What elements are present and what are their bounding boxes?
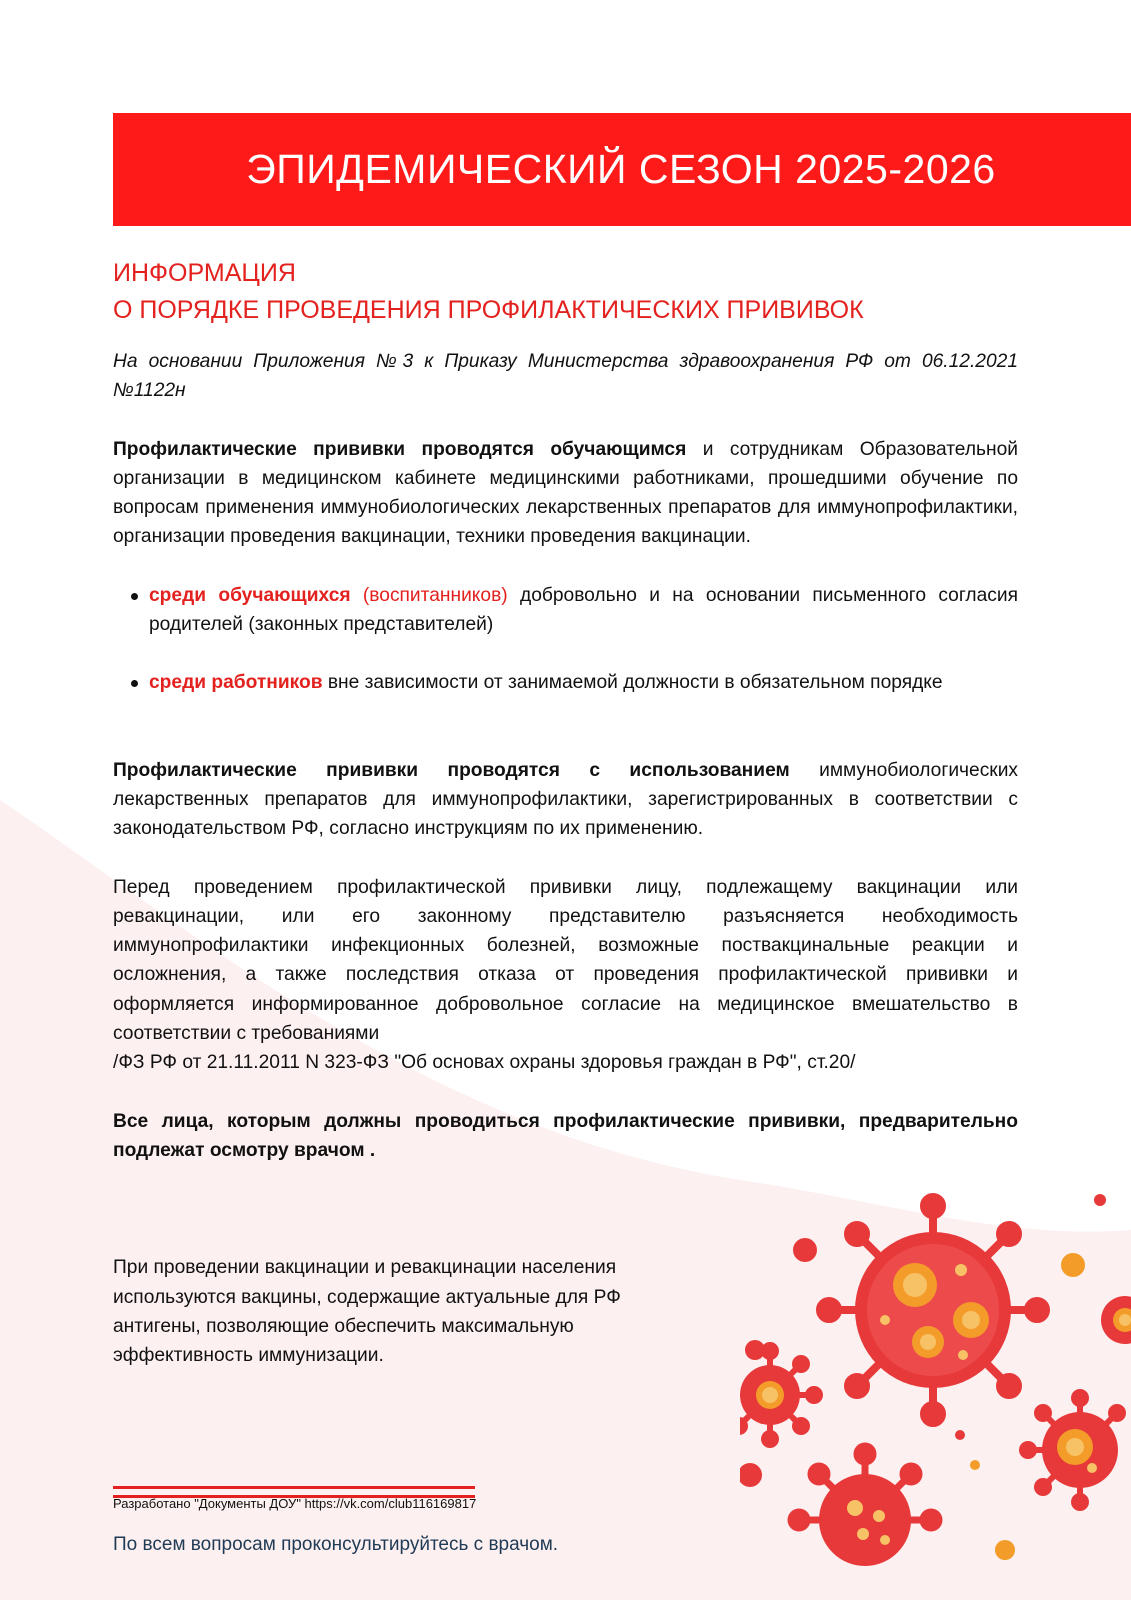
- paragraph2-text: иммунобиологических лекарственных препаратов для иммунопрофилактики, зарегистрированных в соответствии с законодательством РФ, согласно инструкциям по их применению.: [113, 759, 1019, 840]
- virus-illustration-icon: [740, 1190, 1131, 1600]
- paragraph-consent: [113, 873, 1018, 1049]
- dot-decoration: [745, 1340, 765, 1360]
- paragraph-vaccines-used: [113, 756, 1018, 844]
- dot-decoration: [1094, 1194, 1106, 1206]
- heading-line-2: О ПОРЯДКЕ ПРОВЕДЕНИЯ ПРОФИЛАКТИЧЕСКИХ ПРИВИВОК: [113, 296, 864, 324]
- virus-small-right-icon: [1022, 1392, 1123, 1508]
- consult-note: По всем вопросам проконсультируйтесь с врачом.: [113, 1534, 559, 1555]
- dot-decoration: [1061, 1253, 1085, 1277]
- bullet2-text: вне зависимости от занимаемой должности в обязательном порядке: [322, 672, 943, 694]
- bullet-list: [113, 581, 1018, 698]
- divider-line: [113, 1486, 475, 1489]
- paragraph-antigens: При проведении вакцинации и ревакцинации населения используются вакцины, содержащие актуальные для РФ антигены, позволяющие обеспечить максимальную эффективность иммунизации.: [113, 1257, 621, 1367]
- paragraph-who-vaccinated: [113, 435, 1018, 552]
- bullet1-highlight: среди обучающихся: [149, 584, 351, 606]
- bullet1-text: добровольно и на основании письменного согласия родителей (законных представителей): [149, 584, 1018, 636]
- dot-decoration: [793, 1238, 817, 1262]
- virus-large-icon: [820, 1197, 1046, 1423]
- dot-decoration: [955, 1430, 965, 1440]
- header-banner: [113, 113, 1131, 226]
- paragraph-doctor-exam: Все лица, которым должны проводиться профилактические прививки, предварительно подлежат осмотру врачом .: [113, 1110, 1018, 1161]
- dot-decoration: [970, 1460, 980, 1470]
- bullet2-highlight: среди работников: [149, 672, 323, 694]
- paragraph3-text: Перед проведением профилактической прививки лицу, подлежащему вакцинации или ревакцинации, или его законному представителю разъясняется необходимость иммунопрофилактики инфекционных болезней, возможные поствакцинальные реакции и осложнения, а также последствия отказа от проведения профилактической прививки и оформляется информированное добровольное согласие на медицинское вмешательство в соответствии с требованиями: [113, 876, 1018, 1045]
- bullet-dot: [131, 680, 138, 687]
- bullet1-note: (воспитанников): [350, 584, 508, 606]
- dot-decoration: [740, 1463, 762, 1487]
- legal-basis: На основании Приложения №3 к Приказу Министерства здравоохранения РФ от 06.12.2021 №1122н: [113, 351, 1018, 402]
- paragraph2-bold: Профилактические прививки проводятся с использованием: [113, 759, 790, 781]
- virus-bottom-icon: [791, 1446, 939, 1566]
- page-title: ЭПИДЕМИЧЕСКИЙ СЕЗОН 2025-2026: [246, 146, 996, 192]
- list-item: [149, 581, 1018, 640]
- section-heading: [113, 255, 1023, 329]
- paragraph1-text: и сотрудникам Образовательной организации в медицинском кабинете медицинскими работниками, прошедшими обучение по вопросам применения иммунобиологических лекарственных препаратов для иммунопрофилактики, организации проведения вакцинации, техники проведения вакцинации.: [113, 438, 1018, 548]
- list-item: [149, 668, 1018, 697]
- bullet-dot: [131, 593, 138, 600]
- virus-small-left-icon: [740, 1345, 820, 1445]
- virus-far-right-icon: [1101, 1296, 1131, 1344]
- law-reference: /ФЗ РФ от 21.11.2011 N 323-ФЗ "Об основах охраны здоровья граждан в РФ", ст.20/: [113, 1052, 856, 1074]
- credit-text: Разработано "Документы ДОУ" https://vk.com/club116169817: [113, 1496, 477, 1511]
- dot-decoration: [995, 1540, 1015, 1560]
- paragraph1-bold: Профилактические прививки проводятся обучающимся: [113, 438, 687, 460]
- heading-line-1: ИНФОРМАЦИЯ: [113, 259, 296, 287]
